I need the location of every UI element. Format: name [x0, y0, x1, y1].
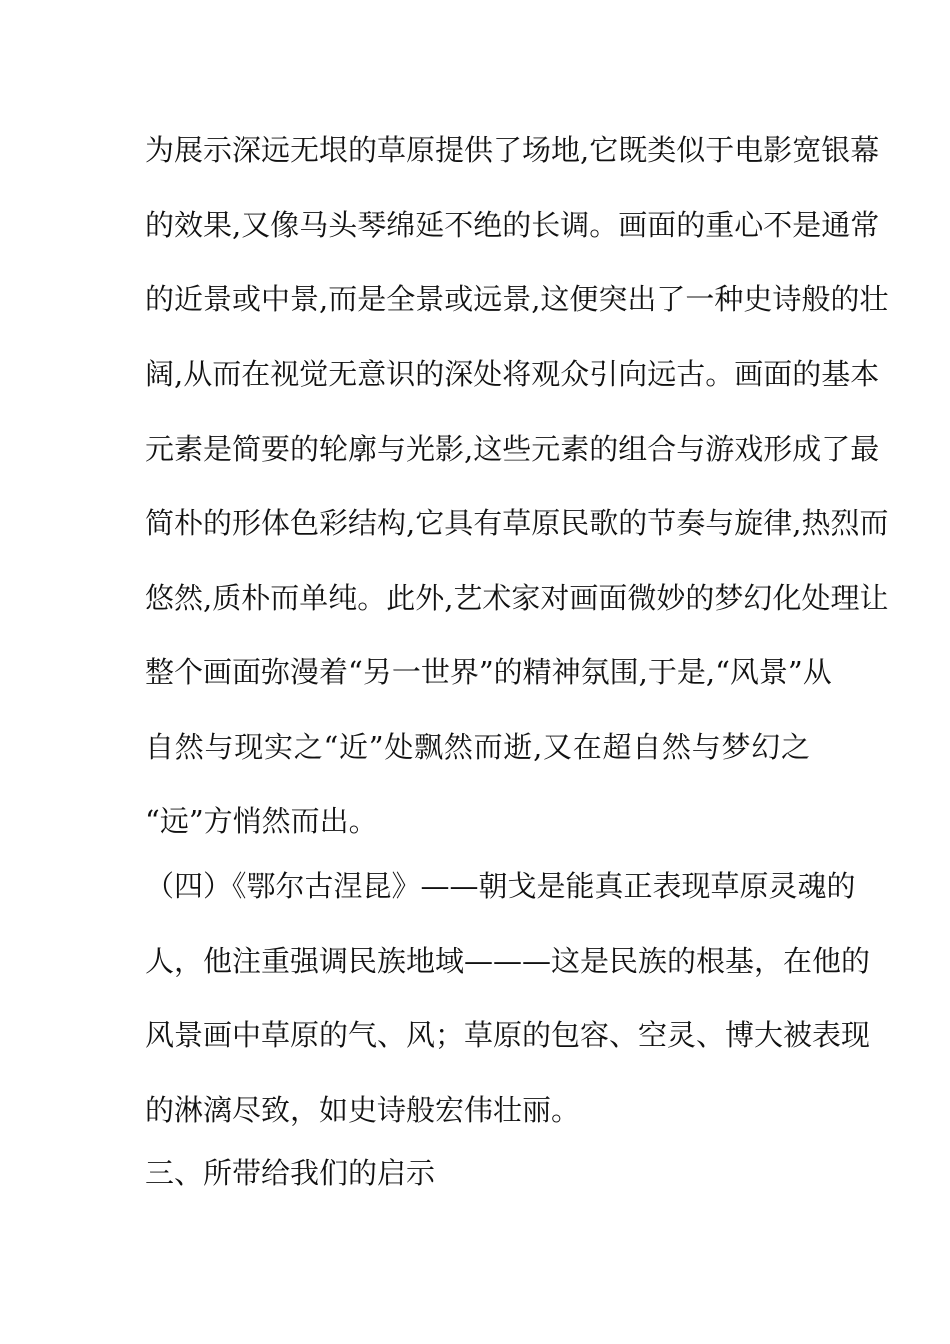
paragraph-1-line-5: 元素是简要的轮廓与光影,这些元素的组合与游戏形成了最	[145, 432, 880, 466]
paragraph-2-line-1: （四）《鄂尔古涅昆》——朝戈是能真正表现草原灵魂的	[145, 869, 856, 903]
paragraph-1-line-4: 阔,从而在视觉无意识的深处将观众引向远古。画面的基本	[145, 357, 880, 391]
paragraph-1-line-1: 为展示深远无垠的草原提供了场地,它既类似于电影宽银幕	[145, 133, 880, 167]
paragraph-1-line-6: 简朴的形体色彩结构,它具有草原民歌的节奏与旋律,热烈而	[145, 506, 889, 540]
paragraph-2-line-3: 风景画中草原的气、风；草原的包容、空灵、博大被表现	[145, 1018, 871, 1052]
paragraph-1-line-9: 自然与现实之“近”处飘然而逝,又在超自然与梦幻之	[145, 730, 810, 764]
paragraph-2-line-2: 人，他注重强调民族地域———这是民族的根基，在他的	[145, 944, 871, 978]
paragraph-2-line-4: 的淋漓尽致，如史诗般宏伟壮丽。	[145, 1093, 581, 1127]
paragraph-1-line-7: 悠然,质朴而单纯。此外,艺术家对画面微妙的梦幻化处理让	[145, 581, 889, 615]
paragraph-1-line-2: 的效果,又像马头琴绵延不绝的长调。画面的重心不是通常	[145, 208, 880, 242]
paragraph-1-line-3: 的近景或中景,而是全景或远景,这便突出了一种史诗般的壮	[145, 282, 889, 316]
paragraph-1-line-8: 整个画面弥漫着“另一世界”的精神氛围,于是,“风景”从	[145, 655, 832, 689]
paragraph-1-line-10: “远”方悄然而出。	[145, 804, 378, 838]
section-heading: 三、所带给我们的启示	[145, 1156, 436, 1190]
